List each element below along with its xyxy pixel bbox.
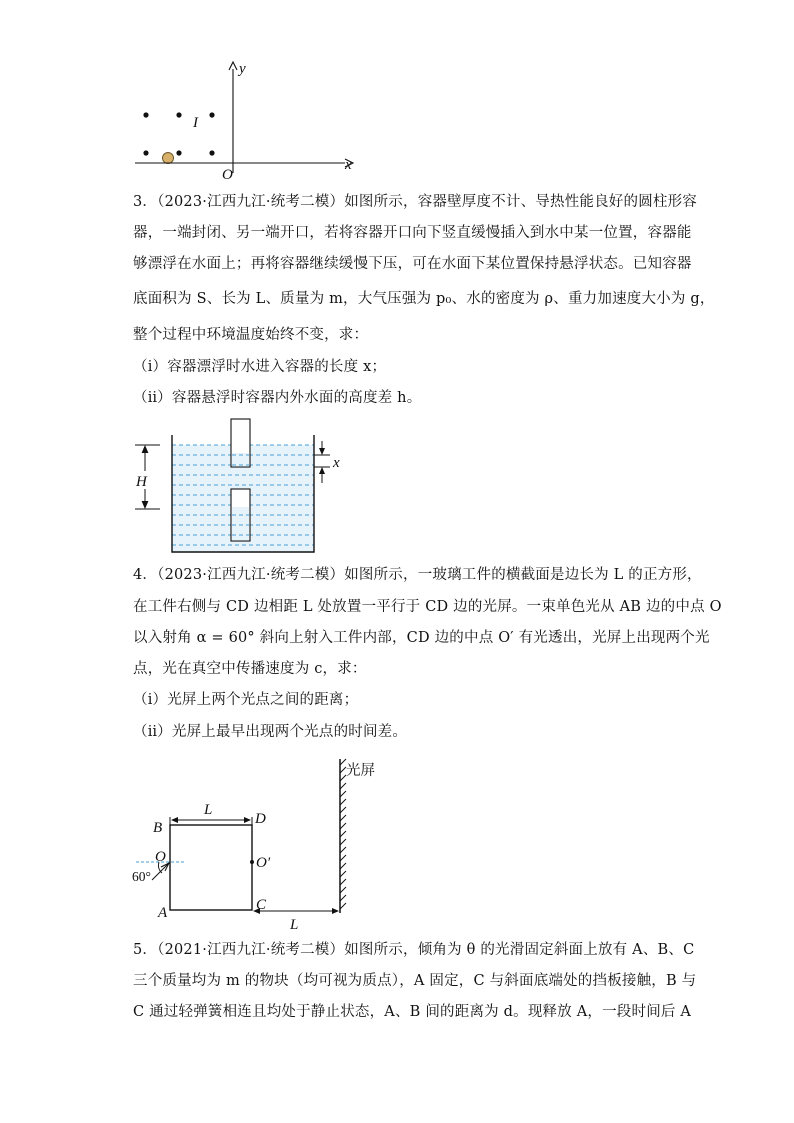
ball — [163, 153, 174, 164]
field-dot — [176, 150, 181, 155]
label-D: D — [255, 811, 266, 827]
label-A: A — [158, 905, 168, 921]
q4-sub-i: （ⅰ）光屏上两个光点之间的距离； — [133, 692, 359, 708]
tank-figure — [130, 415, 360, 560]
field-dot — [143, 150, 148, 155]
label-O-prime: O′ — [256, 855, 271, 871]
label-B: B — [153, 820, 163, 836]
screen-label: 光屏 — [346, 763, 375, 779]
glass-figure — [128, 755, 398, 933]
q4-line-2: 在工件右侧与 CD 边相距 L 处放置一平行于 CD 边的光屏。一束单色光从 AB 边的中点 O — [133, 599, 722, 615]
q5-line-1: 5．（2021·江西九江·统考二模）如图所示，倾角为 θ 的光滑固定斜面上放有 A、B、C — [133, 942, 695, 958]
axis-y-label: y — [239, 61, 246, 77]
q4-line-4: 点，光在真空中传播速度为 c，求： — [133, 661, 367, 677]
field-dot — [176, 112, 181, 117]
q3-sub-i: （ⅰ）容器漂浮时水进入容器的长度 x； — [133, 359, 387, 375]
q3-sub-ii: （ⅱ）容器悬浮时容器内外水面的高度差 h。 — [133, 390, 422, 406]
field-dot — [209, 112, 214, 117]
label-x: x — [333, 455, 340, 471]
q3-line-2: 器，一端封闭、另一端开口，若将容器开口向下竖直缓慢插入到水中某一位置，容器能 — [133, 225, 692, 241]
label-H: H — [136, 474, 147, 490]
q5-line-3: C 通过轻弹簧相连且均处于静止状态，A、B 间的距离为 d。现释放 A，一段时间后 A — [133, 1004, 692, 1020]
field-figure — [120, 55, 370, 183]
q3-line-5: 整个过程中环境温度始终不变，求： — [133, 327, 369, 343]
region-label: I — [193, 115, 198, 131]
q3-line-1: 3．（2023·江西九江·统考二模）如图所示，容器壁厚度不计、导热性能良好的圆柱形容 — [133, 194, 697, 210]
field-dot — [143, 112, 148, 117]
origin-label: O — [222, 167, 233, 183]
glass-square — [170, 825, 252, 910]
q4-sub-ii: （ⅱ）光屏上最早出现两个光点的时间差。 — [133, 724, 408, 740]
label-O: O — [155, 849, 166, 865]
axis-x-label: x — [345, 157, 352, 173]
label-top-L: L — [204, 802, 213, 818]
field-dot — [209, 150, 214, 155]
angle-label: 60° — [132, 869, 151, 884]
label-bottom-L: L — [290, 917, 299, 933]
q5-line-2: 三个质量均为 m 的物块（均可视为质点），A 固定，C 与斜面底端处的挡板接触，B 与 — [133, 973, 697, 989]
q4-line-1: 4．（2023·江西九江·统考二模）如图所示，一玻璃工件的横截面是边长为 L 的正方形， — [133, 567, 702, 583]
q3-line-3: 够漂浮在水面上；再将容器继续缓慢下压，可在水面下某位置保持悬浮状态。已知容器 — [133, 256, 692, 272]
q3-line-4: 底面积为 S、长为 L、质量为 m，大气压强为 p₀、水的密度为 ρ、重力加速度大小为 g， — [133, 291, 715, 307]
q4-line-3: 以入射角 α = 60° 斜向上射入工件内部，CD 边的中点 O′ 有光透出，光屏上出现两个光 — [133, 630, 710, 646]
label-C: C — [256, 897, 267, 913]
